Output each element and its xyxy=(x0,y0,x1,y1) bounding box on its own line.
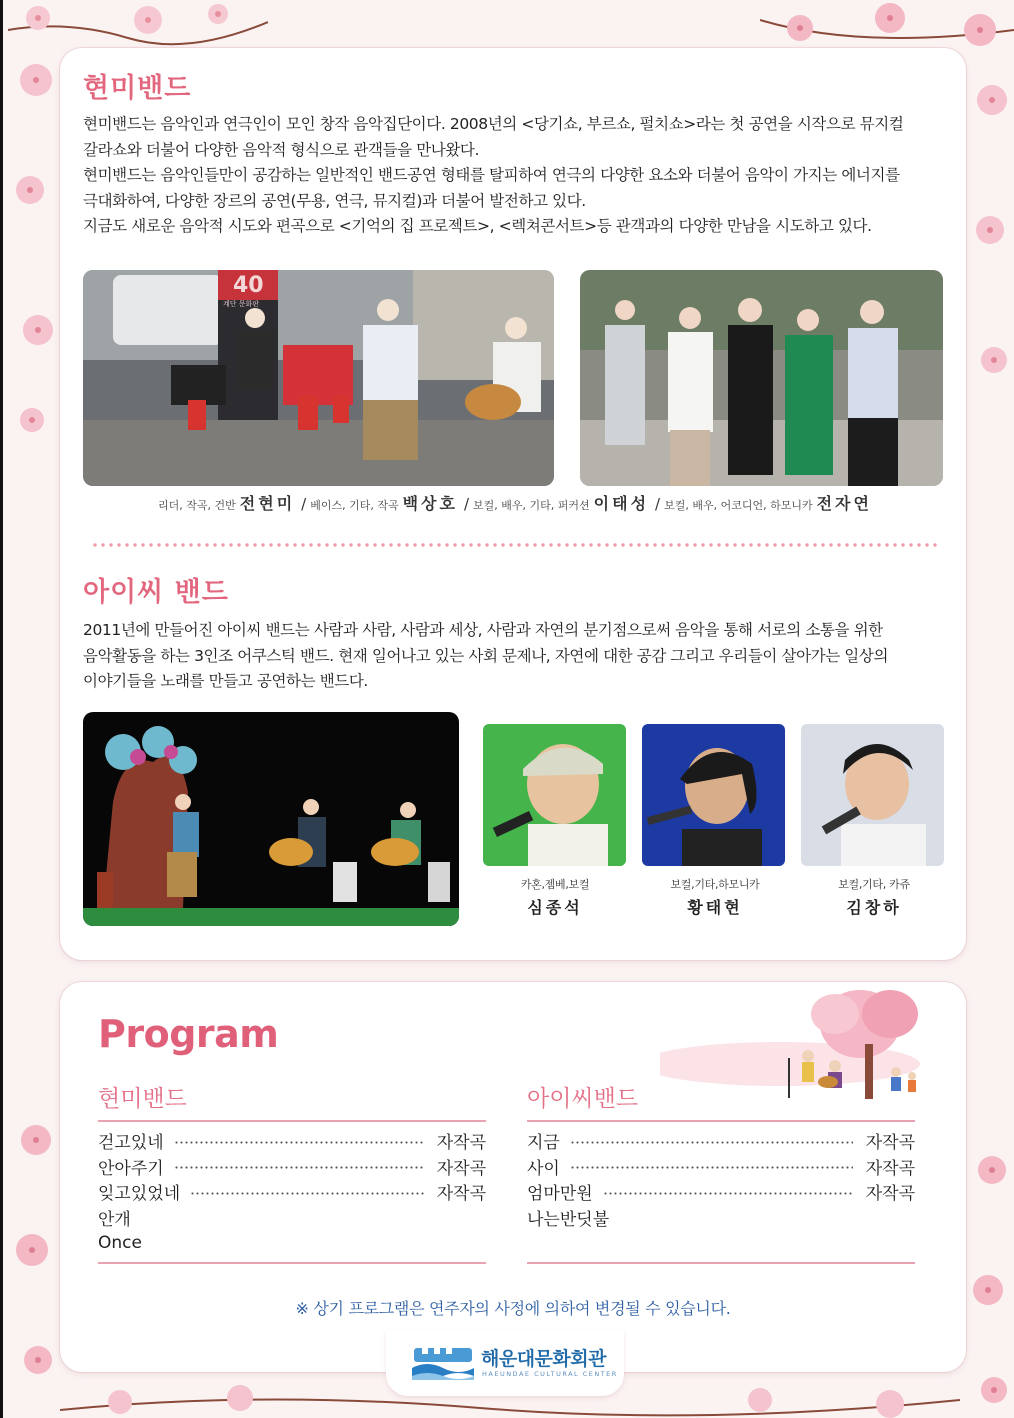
logo-name: 해운대문화회관 xyxy=(481,1348,606,1370)
song-credit: 자작곡 xyxy=(436,1158,486,1179)
logo-subtitle: HAEUNDAE CULTURAL CENTER xyxy=(482,1370,618,1378)
song-credit: 자작곡 xyxy=(436,1184,486,1205)
member-name: 이태성 xyxy=(593,494,650,513)
band1-description xyxy=(83,112,949,240)
song-credit: 자작곡 xyxy=(865,1158,915,1179)
member-photo-hwang xyxy=(642,724,785,866)
bands-card xyxy=(60,48,966,960)
program-notice: ※ 상기 프로그램은 연주자의 사정에 의하여 변경될 수 있습니다. xyxy=(295,1299,731,1318)
rule xyxy=(98,1120,486,1122)
cherry-blossom-icon xyxy=(966,60,1014,380)
section-divider xyxy=(91,543,937,547)
logo-icon xyxy=(412,1342,474,1382)
rule xyxy=(527,1262,915,1264)
band2-line: 2011년에 만들어진 아이씨 밴드는 사람과 사람, 사람과 세상, 사람과 자연의 분기점으로써 음악을 통해 서로의 소통을 위한 xyxy=(83,621,883,639)
member-name: 전자연 xyxy=(816,494,872,513)
band1-line: 현미밴드는 음악인과 연극인이 모인 창작 음악집단이다. 2008년의 <당기쇼, 부르쇼, 펄치쇼>라는 첫 공연을 시작으로 뮤지컬 xyxy=(83,115,904,133)
rule xyxy=(527,1120,915,1122)
song-title: 안아주기 xyxy=(98,1158,164,1179)
member-caption xyxy=(804,876,944,918)
sign-subtitle: 계단 문화판 xyxy=(223,300,260,308)
member-caption xyxy=(645,876,785,918)
song-row xyxy=(98,1154,486,1180)
song-row xyxy=(527,1128,915,1154)
page-edge xyxy=(0,0,10,1418)
band2-line: 이야기들을 노래를 만들고 공연하는 밴드다. xyxy=(83,672,368,690)
member-role: 보컬,기타,하모니카 xyxy=(670,878,760,891)
song-title: 나는반딧불 xyxy=(527,1209,610,1230)
song-title: 걷고있네 xyxy=(98,1133,164,1154)
band1-line: 현미밴드는 음악인들만이 공감하는 일반적인 밴드공연 형태를 탈피하여 연극의 다양한 요소와 더불어 음악이 가지는 에너지를 xyxy=(83,166,900,184)
song-row xyxy=(527,1179,915,1205)
member-name: 김창하 xyxy=(846,898,902,917)
cherry-blossom-icon xyxy=(8,40,60,440)
song-credit: 자작곡 xyxy=(865,1133,915,1154)
member-name: 백상호 xyxy=(402,494,458,513)
member-role: 보컬,기타, 카쥬 xyxy=(838,878,910,891)
song-row xyxy=(527,1205,915,1231)
band1-line: 지금도 새로운 음악적 시도와 편곡으로 <기억의 집 프로젝트>, <렉쳐콘서트>등 관객과의 다양한 만남을 시도하고 있다. xyxy=(83,217,872,235)
band1-title: 현미밴드 xyxy=(83,73,192,104)
member-name: 전현미 xyxy=(239,494,296,513)
song-row xyxy=(98,1230,486,1256)
member-name: 황태현 xyxy=(687,898,743,917)
band1-line: 극대화하여, 다양한 장르의 공연(무용, 연극, 뮤지컬)과 더불어 발전하고 있다. xyxy=(83,191,586,210)
member-role: 카혼,젬베,보컬 xyxy=(520,878,590,891)
band1-line: 갈라쇼와 더불어 다양한 음악적 형식으로 관객들을 만나왔다. xyxy=(83,140,480,159)
band2-title: 아이씨 밴드 xyxy=(83,577,229,608)
member-photo-sim xyxy=(483,724,626,866)
program-band-title: 아이씨밴드 xyxy=(527,1086,639,1112)
member-role: 베이스, 기타, 작곡 xyxy=(310,499,399,512)
band2-description xyxy=(83,618,949,695)
song-title: 사이 xyxy=(527,1158,560,1179)
song-title: 안개 xyxy=(98,1209,131,1230)
member-caption xyxy=(485,876,625,918)
member-name: 심종석 xyxy=(527,898,583,917)
song-row xyxy=(98,1205,486,1231)
program-card xyxy=(60,982,966,1372)
song-title: 지금 xyxy=(527,1133,560,1154)
program-title: Program xyxy=(98,1012,279,1056)
rule xyxy=(98,1262,486,1264)
song-row xyxy=(527,1154,915,1180)
member-role: 보컬, 배우, 어코디언, 하모니카 xyxy=(664,499,813,512)
cherry-blossom-icon xyxy=(8,0,268,50)
song-credit: 자작곡 xyxy=(865,1184,915,1205)
song-row xyxy=(98,1128,486,1154)
band1-member-credits: 리더, 작곡, 건반 전현미 / 베이스, 기타, 작곡 백상호 / 보컬, 배우, 기타, 퍼커션 이태성 / 보컬, 배우, 어코디언, 하모니카 전자연 xyxy=(158,494,872,513)
band1-performance-photo xyxy=(83,270,554,486)
band2-stage-photo xyxy=(83,712,459,926)
footer-logo xyxy=(386,1330,624,1396)
sign-number: 40 xyxy=(233,273,264,298)
song-row xyxy=(98,1179,486,1205)
cherry-blossom-icon xyxy=(966,1140,1014,1418)
band2-line: 음악활동을 하는 3인조 어쿠스틱 밴드. 현재 일어나고 있는 사회 문제나, 자연에 대한 공감 그리고 우리들이 살아가는 일상의 xyxy=(83,646,889,665)
song-title: 잊고있었네 xyxy=(98,1184,181,1205)
member-role: 보컬, 배우, 기타, 퍼커션 xyxy=(473,499,590,512)
song-credit: 자작곡 xyxy=(436,1133,486,1154)
song-title: Once xyxy=(98,1232,142,1253)
cherry-blossom-icon xyxy=(8,1110,60,1418)
song-title: 엄마만원 xyxy=(527,1184,593,1205)
member-role: 리더, 작곡, 건반 xyxy=(158,499,236,512)
program-column-band2 xyxy=(527,1080,915,1230)
member-photo-kim xyxy=(801,724,944,866)
program-band-title: 현미밴드 xyxy=(98,1086,187,1112)
program-column-band1 xyxy=(98,1080,486,1256)
band1-group-photo xyxy=(580,270,943,486)
